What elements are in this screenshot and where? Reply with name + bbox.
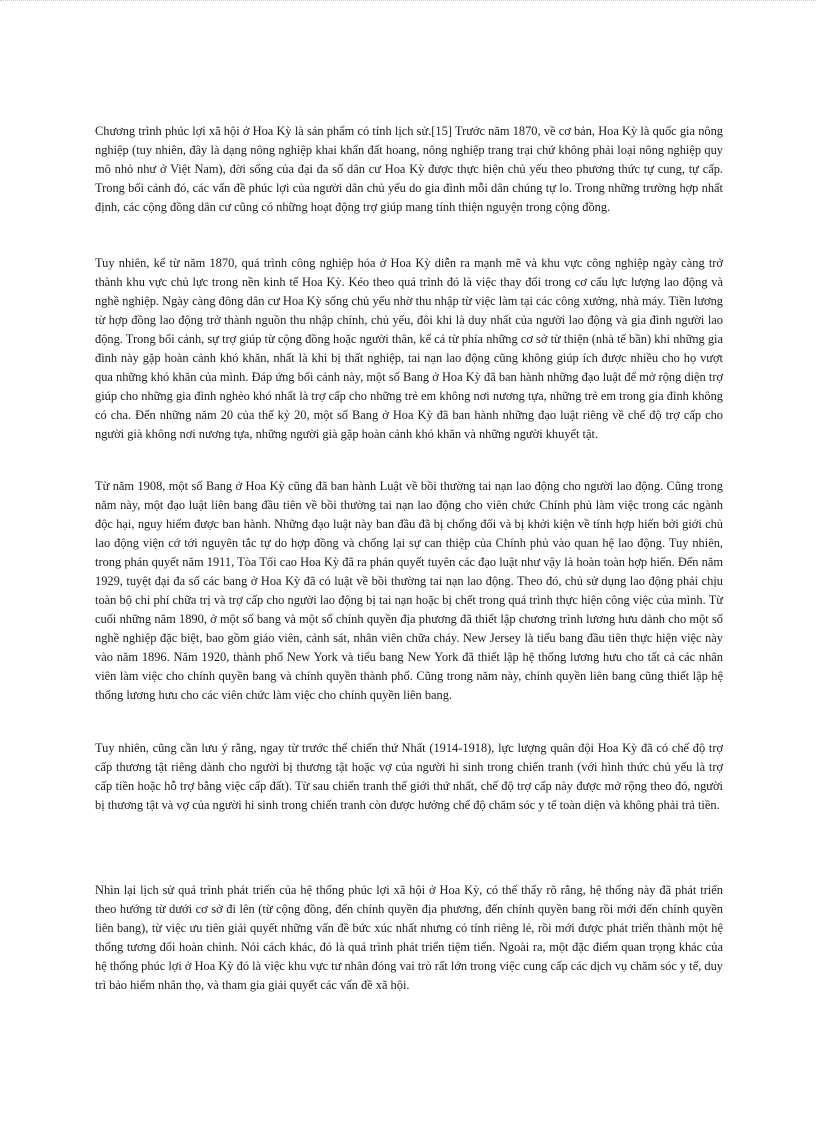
paragraph-labor-laws (95, 477, 723, 705)
paragraph-text: Tuy nhiên, cũng cần lưu ý rằng, ngay từ trước thế chiến thứ Nhất (1914-1918), lực lượng quân đội Hoa Kỳ đã có chế độ trợ cấp thương tật riêng dành cho người bị thương tật hoặc vợ của người hi sinh trong chiến tranh (với hình thức chủ yếu là trợ cấp tiền hoặc hỗ trợ bằng việc cấp đất). Từ sau chiến tranh thế giới thứ nhất, chế độ trợ cấp này được mở rộng theo đó, người bị thương tật và vợ của người hi sinh trong chiến tranh còn được hưởng chế độ chăm sóc y tế toàn diện và không phải trả tiền. (95, 741, 723, 812)
paragraph-text: Tuy nhiên, kể từ năm 1870, quá trình công nghiệp hóa ở Hoa Kỳ diễn ra mạnh mẽ và khu vực công nghiệp ngày càng trở thành khu vực chủ lực trong nền kinh tế Hoa Kỳ. Kéo theo quá trình đó là việc thay đổi trong cơ cấu lực lượng lao động và nghề nghiệp. Ngày càng đông dân cư Hoa Kỳ sống chủ yếu nhờ thu nhập từ việc làm tại các công xưởng, nhà máy. Tiền lương từ hợp đồng lao động trở thành nguồn thu nhập chính, chủ yếu, đôi khi là duy nhất của người lao động và gia đình người lao động. Trong bối cảnh, sự trợ giúp từ cộng đồng hoặc người thân, kể cả từ phía những cơ sở từ thiện (nhà tế bần) khi những gia đình này gặp hoàn cảnh khó khăn, nhất là khi bị thất nghiệp, tai nạn lao động cũng không giúp ích được nhiều cho họ vượt qua những khó khăn của mình. Đáp ứng bối cảnh này, một số Bang ở Hoa Kỳ đã ban hành những đạo luật để mở rộng diện trợ giúp cho những gia đình nghèo khó nhất là trợ cấp cho những trẻ em không nơi nương tựa, những trẻ em trong gia đình không có cha. Đến những năm 20 của thế kỷ 20, một số Bang ở Hoa Kỳ đã ban hành những đạo luật riêng về chế độ trợ cấp cho người già không nơi nương tựa, những người già gặp hoàn cảnh khó khăn và những người khuyết tật. (95, 256, 723, 441)
paragraph-military-benefits (95, 739, 723, 815)
paragraph-text: Từ năm 1908, một số Bang ở Hoa Kỳ cũng đã ban hành Luật về bồi thường tai nạn lao động cho người lao động. Cũng trong năm này, một đạo luật liên bang đầu tiên về bồi thường tai nạn lao động cho viên chức Chính phủ làm việc trong các ngành độc hại, nguy hiểm được ban hành. Những đạo luật này ban đầu đã bị chống đối và bị khởi kiện về tính hợp hiến bởi giới chủ lao động viện cớ tới nguyên tắc tự do hợp đồng và chống lại sự can thiệp của Chính phủ vào quan hệ lao động. Tuy nhiên, trong phán quyết năm 1911, Tòa Tối cao Hoa Kỳ đã ra phán quyết tuyên các đạo luật như vậy là hoàn toàn hợp hiến. Đến năm 1929, tuyệt đại đa số các bang ở Hoa Kỳ đã có luật về bồi thường tai nạn lao động. Theo đó, chủ sử dụng lao động phải chịu toàn bộ chi phí chữa trị và trợ cấp cho người lao động bị tai nạn hoặc bị chết trong quá trình thực hiện công việc của mình. Từ cuối những năm 1890, ở một số bang và một số chính quyền địa phương đã thiết lập chương trình lương hưu dành cho một số nghề nghiệp đặc biệt, bao gồm giáo viên, cảnh sát, nhân viên chữa cháy. New Jersey là tiểu bang đầu tiên thực hiện việc này vào năm 1896. Năm 1920, thành phố New York và tiểu bang New York đã thiết lập hệ thống lương hưu cho tất cả các nhân viên làm việc cho chính quyền bang và chính quyền thành phố. Cũng trong năm này, chính quyền liên bang cũng thiết lập hệ thống lương hưu cho các viên chức làm việc cho chính quyền liên bang. (95, 479, 723, 702)
paragraph-text: Nhìn lại lịch sử quá trình phát triển của hệ thống phúc lợi xã hội ở Hoa Kỳ, có thể thấy rõ rằng, hệ thống này đã phát triển theo hướng từ dưới cơ sở đi lên (từ cộng đồng, đến chính quyền địa phương, đến chính quyền bang rồi mới đến chính quyền liên bang), từ việc ưu tiên giải quyết những vấn đề bức xúc nhất nhưng có tính riêng lẻ, rồi mới được phát triển thành một hệ thống tương đối hoàn chỉnh. Nói cách khác, đó là quá trình phát triển tiệm tiến. Ngoài ra, một đặc điểm quan trọng khác của hệ thống phúc lợi ở Hoa Kỳ đó là việc khu vực tư nhân đóng vai trò rất lớn trong việc cung cấp các dịch vụ chăm sóc y tế, duy trì bảo hiểm nhân thọ, và tham gia giải quyết các vấn đề xã hội. (95, 883, 723, 992)
paragraph-history-intro (95, 122, 723, 217)
paragraph-industrialization (95, 254, 723, 444)
paragraph-text: Chương trình phúc lợi xã hội ở Hoa Kỳ là sản phẩm có tính lịch sử.[15] Trước năm 1870, về cơ bản, Hoa Kỳ là quốc gia nông nghiệp (tuy nhiên, đây là dạng nông nghiệp khai khẩn đất hoang, nông nghiệp trang trại chứ không phải loại nông nghiệp quy mô nhỏ như ở Việt Nam), đời sống của đại đa số dân cư Hoa Kỳ được thực hiện chủ yếu theo phương thức tự cung, tự cấp. Trong bối cảnh đó, các vấn đề phúc lợi của người dân chủ yếu do gia đình mỗi dân chúng tự lo. Trong những trường hợp nhất định, các cộng đồng dân cư cũng có những hoạt động trợ giúp mang tính thiện nguyện trong cộng đồng. (95, 124, 723, 214)
paragraph-conclusion (95, 881, 723, 995)
